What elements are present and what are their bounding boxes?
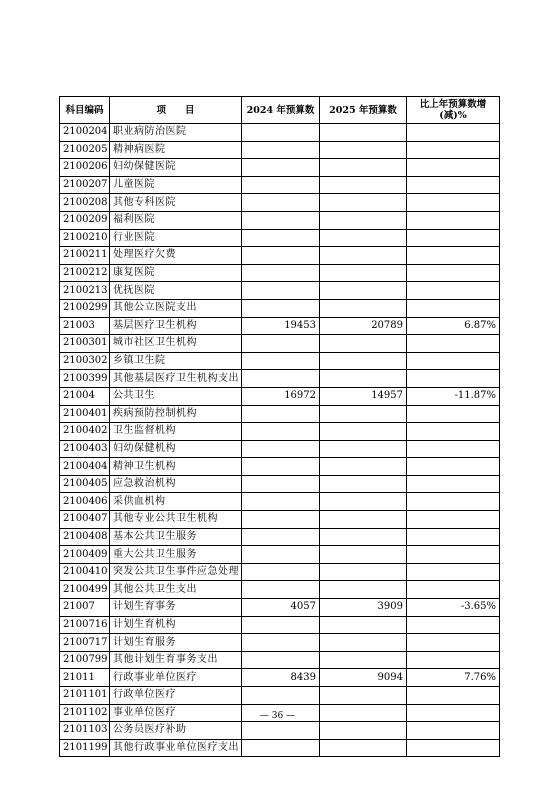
cell-2024-budget [242,370,320,388]
table-row [60,405,500,423]
table-row [60,282,500,300]
cell-code: 2100716 [60,616,110,634]
cell-2025-budget [320,423,407,441]
cell-code: 2100799 [60,651,110,669]
cell-2024-budget [242,722,320,740]
cell-change-percent [407,440,500,458]
cell-change-percent [407,493,500,511]
cell-item-name: 精神卫生机构 [110,458,242,476]
cell-item-name: 公务员医疗补助 [110,722,242,740]
cell-2024-budget [242,528,320,546]
table-row [60,335,500,353]
cell-item-name: 重大公共卫生服务 [110,546,242,564]
cell-2025-budget [320,370,407,388]
cell-2025-budget [320,687,407,705]
cell-2025-budget [320,352,407,370]
budget-table [59,96,500,757]
cell-2024-budget [242,616,320,634]
cell-item-name: 事业单位医疗 [110,704,242,722]
cell-change-percent: -3.65% [407,599,500,617]
cell-code: 2100405 [60,475,110,493]
cell-2024-budget [242,440,320,458]
table-row [60,475,500,493]
cell-change-percent [407,124,500,142]
cell-code: 2100209 [60,211,110,229]
cell-2024-budget [242,299,320,317]
cell-code: 21007 [60,599,110,617]
cell-2024-budget: 8439 [242,669,320,687]
cell-2025-budget [320,194,407,212]
cell-2024-budget [242,405,320,423]
cell-change-percent [407,299,500,317]
table-row [60,124,500,142]
table-header [60,97,500,124]
cell-code: 2100211 [60,247,110,265]
table-row [60,528,500,546]
header-change-percent: 比上年预算数增(减)% [407,97,500,124]
cell-item-name: 城市社区卫生机构 [110,335,242,353]
cell-2025-budget [320,335,407,353]
cell-code: 2100302 [60,352,110,370]
cell-change-percent [407,739,500,757]
cell-item-name: 优抚医院 [110,282,242,300]
cell-code: 2100406 [60,493,110,511]
table-row [60,687,500,705]
cell-2024-budget [242,159,320,177]
table-row [60,264,500,282]
cell-2025-budget [320,299,407,317]
table-row [60,546,500,564]
cell-item-name: 精神病医院 [110,141,242,159]
cell-code: 2100212 [60,264,110,282]
cell-2024-budget [242,141,320,159]
table-row [60,651,500,669]
cell-2024-budget [242,511,320,529]
cell-change-percent [407,511,500,529]
cell-2024-budget [242,493,320,511]
cell-item-name: 职业病防治医院 [110,124,242,142]
cell-code: 2101102 [60,704,110,722]
cell-change-percent [407,423,500,441]
cell-change-percent [407,458,500,476]
cell-change-percent [407,405,500,423]
cell-2024-budget [242,634,320,652]
table-body [60,124,500,757]
cell-code: 2100208 [60,194,110,212]
table-row [60,194,500,212]
cell-2024-budget [242,247,320,265]
cell-item-name: 儿童医院 [110,176,242,194]
cell-change-percent [407,211,500,229]
cell-change-percent: 6.87% [407,317,500,335]
cell-2024-budget [242,352,320,370]
cell-2025-budget [320,124,407,142]
cell-code: 2100407 [60,511,110,529]
table-row [60,722,500,740]
table-row [60,616,500,634]
cell-code: 2100205 [60,141,110,159]
cell-2025-budget: 9094 [320,669,407,687]
cell-item-name: 妇幼保健机构 [110,440,242,458]
cell-2025-budget [320,264,407,282]
cell-change-percent [407,370,500,388]
cell-2025-budget: 3909 [320,599,407,617]
cell-code: 2100409 [60,546,110,564]
cell-2025-budget [320,458,407,476]
cell-2025-budget [320,722,407,740]
table-row [60,370,500,388]
cell-change-percent [407,264,500,282]
cell-code: 2100210 [60,229,110,247]
cell-2025-budget [320,493,407,511]
table-row [60,634,500,652]
cell-code: 2100301 [60,335,110,353]
cell-change-percent [407,616,500,634]
cell-2025-budget [320,282,407,300]
cell-item-name: 计划生育事务 [110,599,242,617]
cell-change-percent [407,475,500,493]
cell-item-name: 其他公立医院支出 [110,299,242,317]
cell-code: 2100410 [60,563,110,581]
cell-item-name: 其他专业公共卫生机构 [110,511,242,529]
cell-change-percent: -11.87% [407,387,500,405]
table-row [60,739,500,757]
cell-code: 2100499 [60,581,110,599]
cell-change-percent [407,563,500,581]
cell-change-percent [407,352,500,370]
cell-item-name: 其他基层医疗卫生机构支出 [110,370,242,388]
cell-code: 2100402 [60,423,110,441]
cell-2024-budget [242,194,320,212]
header-row [60,97,500,124]
cell-item-name: 计划生育机构 [110,616,242,634]
cell-2025-budget [320,528,407,546]
cell-2025-budget [320,511,407,529]
cell-code: 2100717 [60,634,110,652]
cell-change-percent [407,651,500,669]
cell-2025-budget [320,405,407,423]
table-row [60,440,500,458]
cell-item-name: 其他专科医院 [110,194,242,212]
cell-2024-budget [242,475,320,493]
cell-code: 2100207 [60,176,110,194]
cell-2025-budget [320,739,407,757]
cell-change-percent [407,176,500,194]
cell-2025-budget [320,229,407,247]
cell-code: 2100404 [60,458,110,476]
table-row [60,299,500,317]
cell-code: 21011 [60,669,110,687]
cell-2024-budget [242,211,320,229]
cell-code: 2101103 [60,722,110,740]
cell-change-percent [407,229,500,247]
header-code: 科目编码 [60,97,110,124]
table-row [60,581,500,599]
cell-2024-budget: 16972 [242,387,320,405]
cell-item-name: 行政单位医疗 [110,687,242,705]
cell-code: 2100401 [60,405,110,423]
cell-2025-budget [320,546,407,564]
table-row [60,493,500,511]
cell-code: 2100408 [60,528,110,546]
cell-change-percent [407,247,500,265]
cell-item-name: 基本公共卫生服务 [110,528,242,546]
cell-code: 2100204 [60,124,110,142]
cell-2024-budget [242,739,320,757]
cell-change-percent [407,581,500,599]
cell-item-name: 应急救治机构 [110,475,242,493]
cell-item-name: 疾病预防控制机构 [110,405,242,423]
cell-2024-budget [242,423,320,441]
cell-2024-budget [242,687,320,705]
cell-change-percent [407,528,500,546]
cell-item-name: 福利医院 [110,211,242,229]
cell-item-name: 其他计划生育事务支出 [110,651,242,669]
cell-2025-budget [320,176,407,194]
cell-2025-budget: 14957 [320,387,407,405]
table-row [60,352,500,370]
cell-item-name: 基层医疗卫生机构 [110,317,242,335]
cell-2024-budget: 19453 [242,317,320,335]
cell-item-name: 乡镇卫生院 [110,352,242,370]
table-row [60,176,500,194]
header-2024-budget: 2024 年预算数 [242,97,320,124]
cell-2024-budget [242,581,320,599]
cell-change-percent [407,159,500,177]
table-row [60,247,500,265]
cell-2025-budget [320,563,407,581]
cell-2025-budget [320,211,407,229]
cell-item-name: 突发公共卫生事件应急处理 [110,563,242,581]
cell-2025-budget [320,159,407,177]
table-row [60,563,500,581]
cell-2024-budget [242,124,320,142]
table-row [60,317,500,335]
table-row [60,423,500,441]
table-row [60,141,500,159]
cell-item-name: 采供血机构 [110,493,242,511]
cell-change-percent [407,687,500,705]
cell-2025-budget: 20789 [320,317,407,335]
cell-code: 2100213 [60,282,110,300]
cell-code: 21003 [60,317,110,335]
cell-2024-budget [242,282,320,300]
cell-2024-budget [242,563,320,581]
cell-change-percent [407,634,500,652]
cell-2025-budget [320,141,407,159]
cell-change-percent [407,141,500,159]
cell-code: 21004 [60,387,110,405]
cell-2025-budget [320,651,407,669]
cell-code: 2100299 [60,299,110,317]
cell-2025-budget [320,581,407,599]
table-row [60,159,500,177]
cell-2025-budget [320,475,407,493]
cell-code: 2100206 [60,159,110,177]
cell-item-name: 其他行政事业单位医疗支出 [110,739,242,757]
cell-2024-budget [242,546,320,564]
cell-item-name: 其他公共卫生支出 [110,581,242,599]
table-row [60,511,500,529]
table-row [60,211,500,229]
cell-item-name: 公共卫生 [110,387,242,405]
cell-code: 2101199 [60,739,110,757]
cell-change-percent: 7.76% [407,669,500,687]
cell-2025-budget [320,440,407,458]
header-2025-budget: 2025 年预算数 [320,97,407,124]
table-row [60,229,500,247]
cell-item-name: 行业医院 [110,229,242,247]
table-row [60,387,500,405]
cell-code: 2100403 [60,440,110,458]
cell-change-percent [407,546,500,564]
header-item-name: 项 目 [110,97,242,124]
cell-code: 2100399 [60,370,110,388]
cell-2024-budget [242,176,320,194]
cell-change-percent [407,194,500,212]
cell-2025-budget [320,247,407,265]
cell-2024-budget: 4057 [242,599,320,617]
table-row [60,458,500,476]
cell-2024-budget [242,335,320,353]
cell-code: 2101101 [60,687,110,705]
cell-2025-budget [320,634,407,652]
table-row [60,599,500,617]
cell-2024-budget [242,651,320,669]
cell-item-name: 康复医院 [110,264,242,282]
cell-item-name: 卫生监督机构 [110,423,242,441]
cell-change-percent [407,722,500,740]
cell-item-name: 计划生育服务 [110,634,242,652]
cell-2024-budget [242,264,320,282]
cell-2024-budget [242,229,320,247]
table-row [60,669,500,687]
cell-change-percent [407,335,500,353]
cell-item-name: 妇幼保健医院 [110,159,242,177]
page-number: — 36 — [259,711,296,721]
cell-item-name: 处理医疗欠费 [110,247,242,265]
cell-2025-budget [320,616,407,634]
cell-2024-budget [242,458,320,476]
cell-change-percent [407,282,500,300]
cell-item-name: 行政事业单位医疗 [110,669,242,687]
